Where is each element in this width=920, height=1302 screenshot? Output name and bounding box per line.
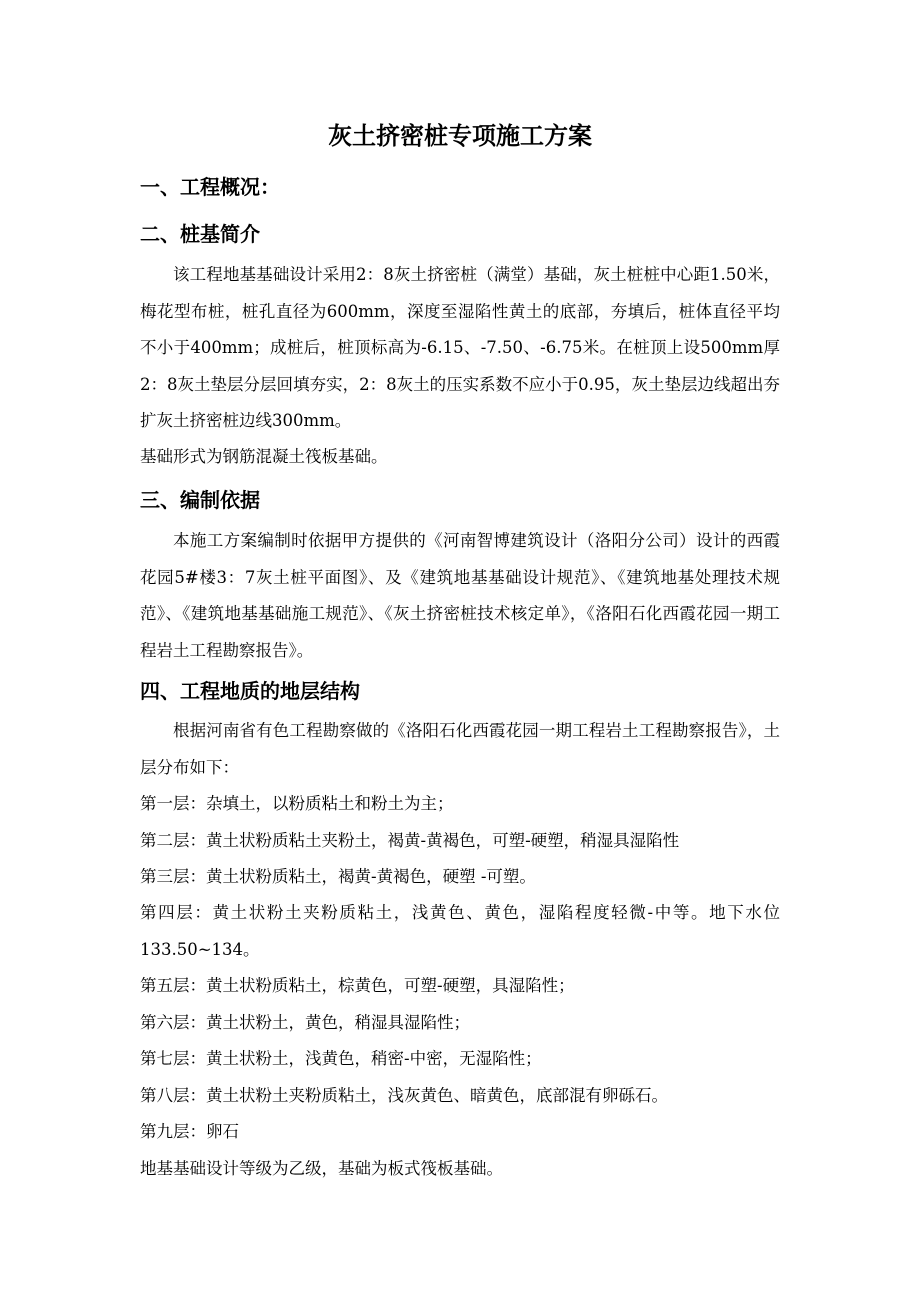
section-heading-pile-intro: 二、桩基简介 [140, 222, 260, 246]
soil-layer-8: 第八层：黄土状粉土夹粉质粘土，浅灰黄色、暗黄色，底部混有卵砾石。 [140, 1086, 668, 1105]
document-title: 灰土挤密桩专项施工方案 [328, 122, 592, 150]
soil-layer-6: 第六层：黄土状粉土，黄色，稍湿具湿陷性； [140, 1013, 470, 1032]
geology-intro-paragraph: 根据河南省有色工程勘察做的《洛阳石化西霞花园一期工程岩土工程勘察报告》，土层分布如下： [140, 721, 780, 777]
soil-layer-1: 第一层：杂填土，以粉质粘土和粉土为主； [140, 794, 454, 813]
foundation-type-line: 基础形式为钢筋混凝土筏板基础。 [140, 447, 388, 466]
soil-layer-4: 第四层：黄土状粉土夹粉质粘土，浅黄色、黄色，湿陷程度轻微-中等。地下水位133.50~134。 [140, 903, 780, 959]
soil-layer-9: 第九层：卵石 [140, 1122, 239, 1141]
soil-layer-5: 第五层：黄土状粉质粘土，棕黄色，可塑-硬塑，具湿陷性； [140, 976, 575, 995]
pile-intro-paragraph: 该工程地基基础设计采用2：8灰土挤密桩（满堂）基础，灰土桩桩中心距1.50米，梅花型布桩，桩孔直径为600mm，深度至湿陷性黄土的底部，夯填后，桩体直径平均不小于400mm；成桩后，桩顶标高为-6.15、-7.50、-6.75米。在桩顶上设500mm厚2：8灰土垫层分层回填夯实，2：8灰土的压实系数不应小于0.95，灰土垫层边线超出夯扩灰土挤密桩边线300mm。 [140, 265, 780, 431]
soil-layer-3: 第三层：黄土状粉质粘土，褐黄-黄褐色，硬塑 -可塑。 [140, 867, 536, 886]
soil-layer-7: 第七层：黄土状粉土，浅黄色，稍密-中密，无湿陷性； [140, 1049, 542, 1068]
section-heading-basis: 三、编制依据 [140, 488, 260, 512]
soil-layer-2: 第二层：黄土状粉质粘土夹粉土，褐黄-黄褐色，可塑-硬塑，稍湿具湿陷性 [140, 831, 680, 850]
section-heading-geology: 四、工程地质的地层结构 [140, 679, 360, 703]
section-heading-overview: 一、工程概况： [140, 175, 280, 199]
foundation-grade-line: 地基基础设计等级为乙级，基础为板式筏板基础。 [140, 1159, 503, 1178]
basis-paragraph: 本施工方案编制时依据甲方提供的《河南智博建筑设计（洛阳分公司）设计的西霞花园5#楼3：7灰土桩平面图》、及《建筑地基基础设计规范》、《建筑地基处理技术规范》、《建筑地基基础施工规范》、《灰土挤密桩技术核定单》，《洛阳石化西霞花园一期工程岩土工程勘察报告》。 [140, 531, 780, 660]
